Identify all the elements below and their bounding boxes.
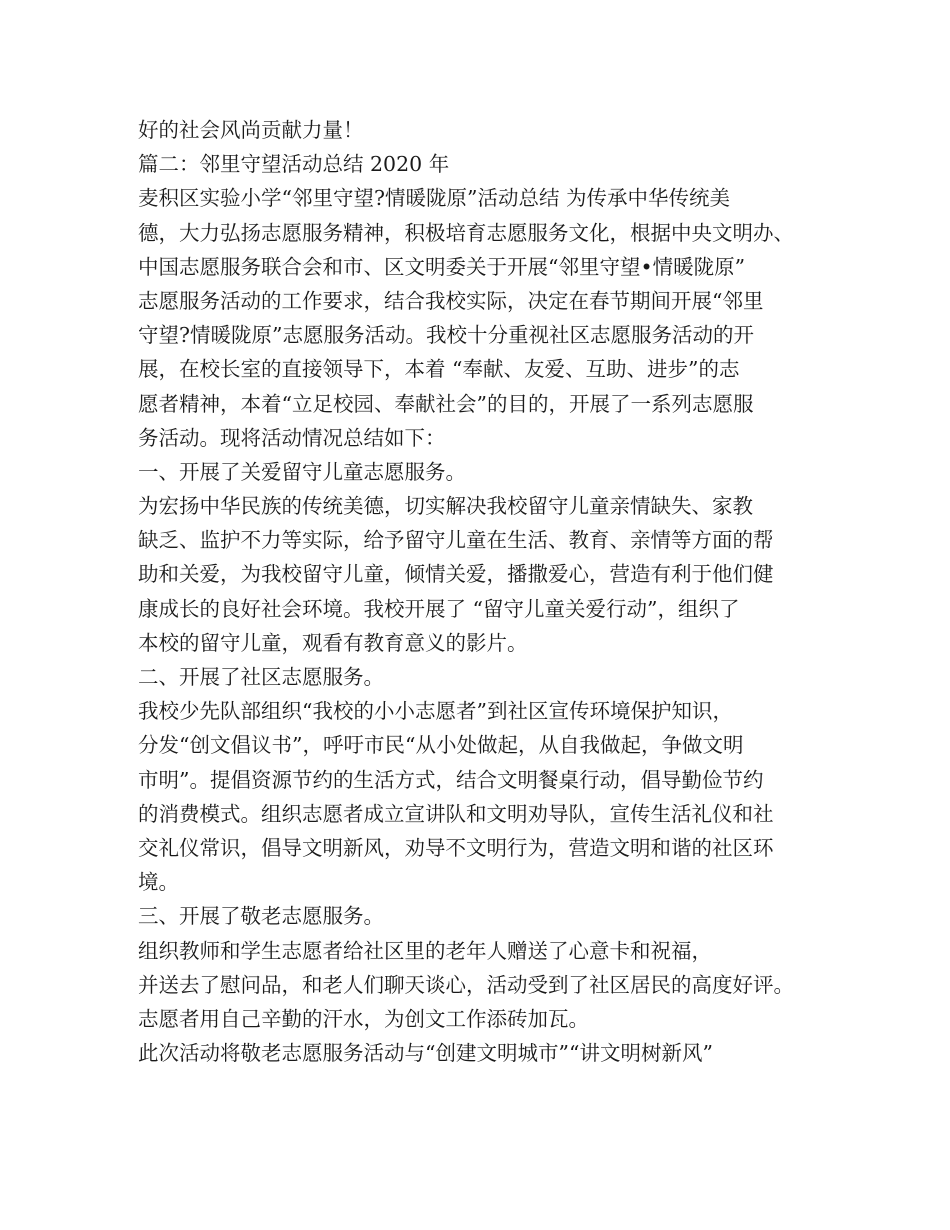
text-line: 此次活动将敬老志愿服务活动与“创建文明城市”“讲文明树新风”	[138, 1041, 713, 1066]
text-line: 并送去了慰问品，和老人们聊天谈心，活动受到了社区居民的高度好评。	[138, 972, 794, 997]
subsection-heading: 三、开展了敬老志愿服务。	[138, 904, 384, 929]
text-line: 好的社会风尚贡献力量！	[138, 118, 364, 142]
text-line: 麦积区实验小学“邻里守望?情暖陇原”活动总结 为传承中华传统美	[138, 186, 730, 211]
section-heading: 篇二：邻里守望活动总结 2020 年	[138, 152, 450, 177]
text-line: 愿者精神，本着“立足校园、奉献社会”的目的，开展了一系列志愿服	[138, 391, 754, 416]
text-line: 助和关爱，为我校留守儿童，倾情关爱，播撒爱心，营造有利于他们健	[138, 562, 774, 587]
text-line: 境。	[138, 870, 179, 895]
text-line: 为宏扬中华民族的传统美德，切实解决我校留守儿童亲情缺失、家教	[138, 494, 753, 519]
text-line: 市明”。提倡资源节约的生活方式，结合文明餐桌行动，倡导勤俭节约	[138, 767, 764, 792]
text-line: 本校的留守儿童，观看有教育意义的影片。	[138, 630, 528, 655]
text-line: 的消费模式。组织志愿者成立宣讲队和文明劝导队，宣传生活礼仪和社	[138, 801, 774, 826]
text-line: 我校少先队部组织“我校的小小志愿者”到社区宣传环境保护知识，	[138, 699, 733, 724]
subsection-heading: 二、开展了社区志愿服务。	[138, 665, 384, 689]
text-line: 志愿服务活动的工作要求，结合我校实际，决定在春节期间开展“邻里	[138, 288, 764, 313]
text-line: 务活动。现将活动情况总结如下：	[138, 425, 446, 450]
subsection-heading: 一、开展了关爱留守儿童志愿服务。	[138, 459, 466, 484]
text-line: 志愿者用自己辛勤的汗水，为创文工作添砖加瓦。	[138, 1006, 589, 1031]
text-line: 缺乏、监护不力等实际，给予留守儿童在生活、教育、亲情等方面的帮	[138, 528, 774, 553]
document-body	[138, 113, 828, 1070]
text-line: 分发“创文倡议书”，呼吁市民“从小处做起，从自我做起，争做文明	[138, 733, 744, 758]
text-line: 守望?情暖陇原”志愿服务活动。我校十分重视社区志愿服务活动的开	[138, 323, 754, 348]
text-line: 德，大力弘扬志愿服务精神，积极培育志愿服务文化，根据中央文明办、	[138, 220, 794, 245]
text-line: 交礼仪常识，倡导文明新风，劝导不文明行为，营造文明和谐的社区环	[138, 835, 774, 860]
text-line: 中国志愿服务联合会和市、区文明委关于开展“邻里守望•情暖陇原”	[138, 254, 746, 279]
text-line: 展，在校长室的直接领导下，本着 “奉献、友爱、互助、进步”的志	[138, 357, 740, 382]
text-line: 组织教师和学生志愿者给社区里的老年人赠送了心意卡和祝福，	[138, 938, 712, 963]
text-line: 康成长的良好社会环境。我校开展了 “留守儿童关爱行动”，组织了	[138, 596, 740, 621]
